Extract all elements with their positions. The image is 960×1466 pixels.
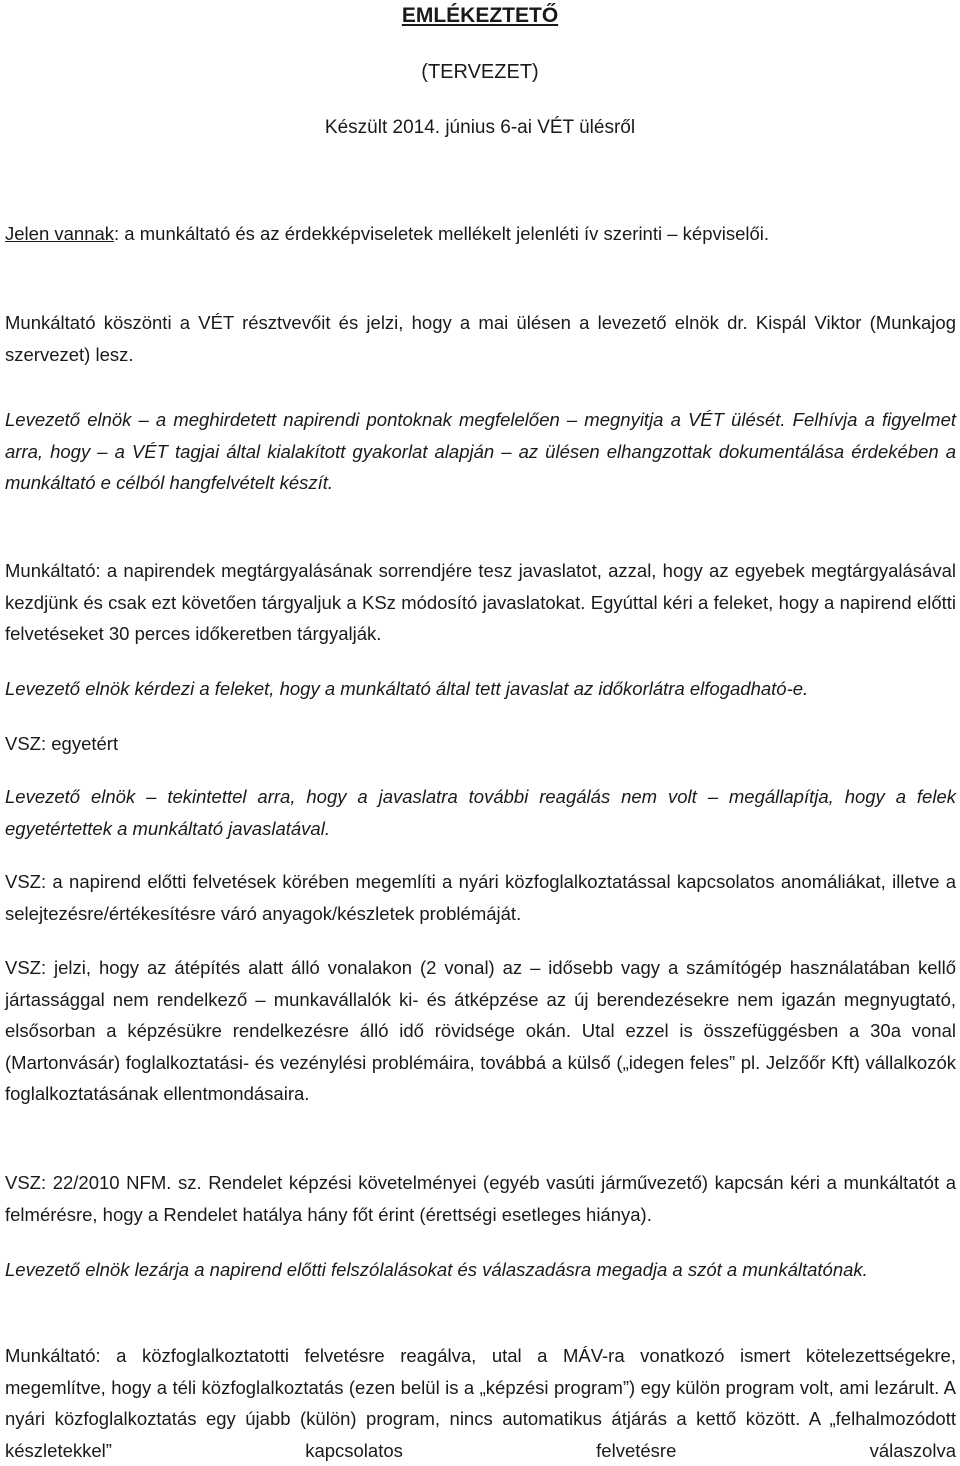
paragraph-vsz-training: VSZ: jelzi, hogy az átépítés alatt álló vonalakon (2 vonal) az – idősebb vagy a számítógép használatában kellő jártassággal nem rendelkező – munkavállalók ki- és átképzése az új berendezésekre nem igazán megnyugtató, elsősorban a képzésükre rendelkezésre álló idő rövidsége okán. Utal ezzel is összefüggésben a 30a vonal (Martonvásár) foglalkoztatási- és vezénylési problémáira, továbbá a külső („idegen feles” pl. Jelzőőr Kft) vállalkozók foglalkoztatásának ellentmondásaira.: [5, 957, 956, 1104]
paragraph-vsz-public-work: VSZ: a napirend előtti felvetések körében megemlíti a nyári közfoglalkoztatással kapcsolatos anomáliákat, illetve a selejtezésre/értékesítésre váró anyagok/készletek problémáját.: [5, 871, 956, 924]
document-subtitle: (TERVEZET): [421, 61, 539, 83]
paragraph-employer-agenda: Munkáltató: a napirendek megtárgyalásának sorrendjére tesz javaslatot, azzal, hogy az egyebek megtárgyalásával kezdjünk és csak ezt követően tárgyaljuk a KSz módosító javaslatokat. Egyúttal kéri a feleket, hogy a napirend előtti felvetéseket 30 perces időkeretben tárgyalják.: [5, 560, 956, 644]
paragraph-vsz-agree: VSZ: egyetért: [5, 733, 119, 754]
attendees-label: Jelen vannak: [5, 223, 115, 244]
meeting-date-line: Készült 2014. június 6-ai VÉT ülésről: [324, 117, 636, 138]
paragraph-chair-conclusion: Levezető elnök – tekintettel arra, hogy a javaslatra további reagálás nem volt – megállapítja, hogy a felek egyetértettek a munkáltató javaslatával.: [5, 786, 956, 839]
paragraph-chair-opening: Levezető elnök – a meghirdetett napirendi pontoknak megfelelően – megnyitja a VÉT ülését. Felhívja a figyelmet arra, hogy – a VÉT tagjai által kialakított gyakorlat alapján – az ülésen elhangzottak dokumentálása érdekében a munkáltató e célból hangfelvételt készít.: [5, 409, 956, 493]
document-title: EMLÉKEZTETŐ: [401, 4, 559, 27]
attendees-text: : a munkáltató és az érdekképviseletek mellékelt jelenléti ív szerinti – képviselői.: [114, 223, 770, 244]
paragraph-chair-question: Levezető elnök kérdezi a feleket, hogy a munkáltató által tett javaslat az időkorlátra elfogadható-e.: [5, 678, 809, 699]
paragraph-opening: Munkáltató köszönti a VÉT résztvevőit és jelzi, hogy a mai ülésen a levezető elnök dr. Kispál Viktor (Munkajog szervezet) lesz.: [5, 312, 956, 365]
paragraph-chair-close: Levezető elnök lezárja a napirend előtti felszólalásokat és válaszadásra megadja a szót a munkáltatónak.: [5, 1259, 868, 1280]
attendees-paragraph: [5, 218, 956, 250]
paragraph-vsz-regulation: VSZ: 22/2010 NFM. sz. Rendelet képzési követelményei (egyéb vasúti járművezető) kapcsán kéri a munkáltatót a felmérésre, hogy a Rendelet hatálya hány főt érint (érettségi esetleges hiánya).: [5, 1172, 956, 1225]
paragraph-employer-response: Munkáltató: a közfoglalkoztatotti felvetésre reagálva, utal a MÁV-ra vonatkozó ismert kötelezettségekre, megemlítve, hogy a téli közfoglalkoztatás (ezen belül is a „képzési program”) egy külön program volt, ami lezárult. A nyári közfoglalkoztatás egy újabb (külön) program, nincs automatikus átjárás a kettő között. A „felhalmozódott készletekkel” kapcsolatos felvetésre válaszolva: [5, 1345, 956, 1461]
